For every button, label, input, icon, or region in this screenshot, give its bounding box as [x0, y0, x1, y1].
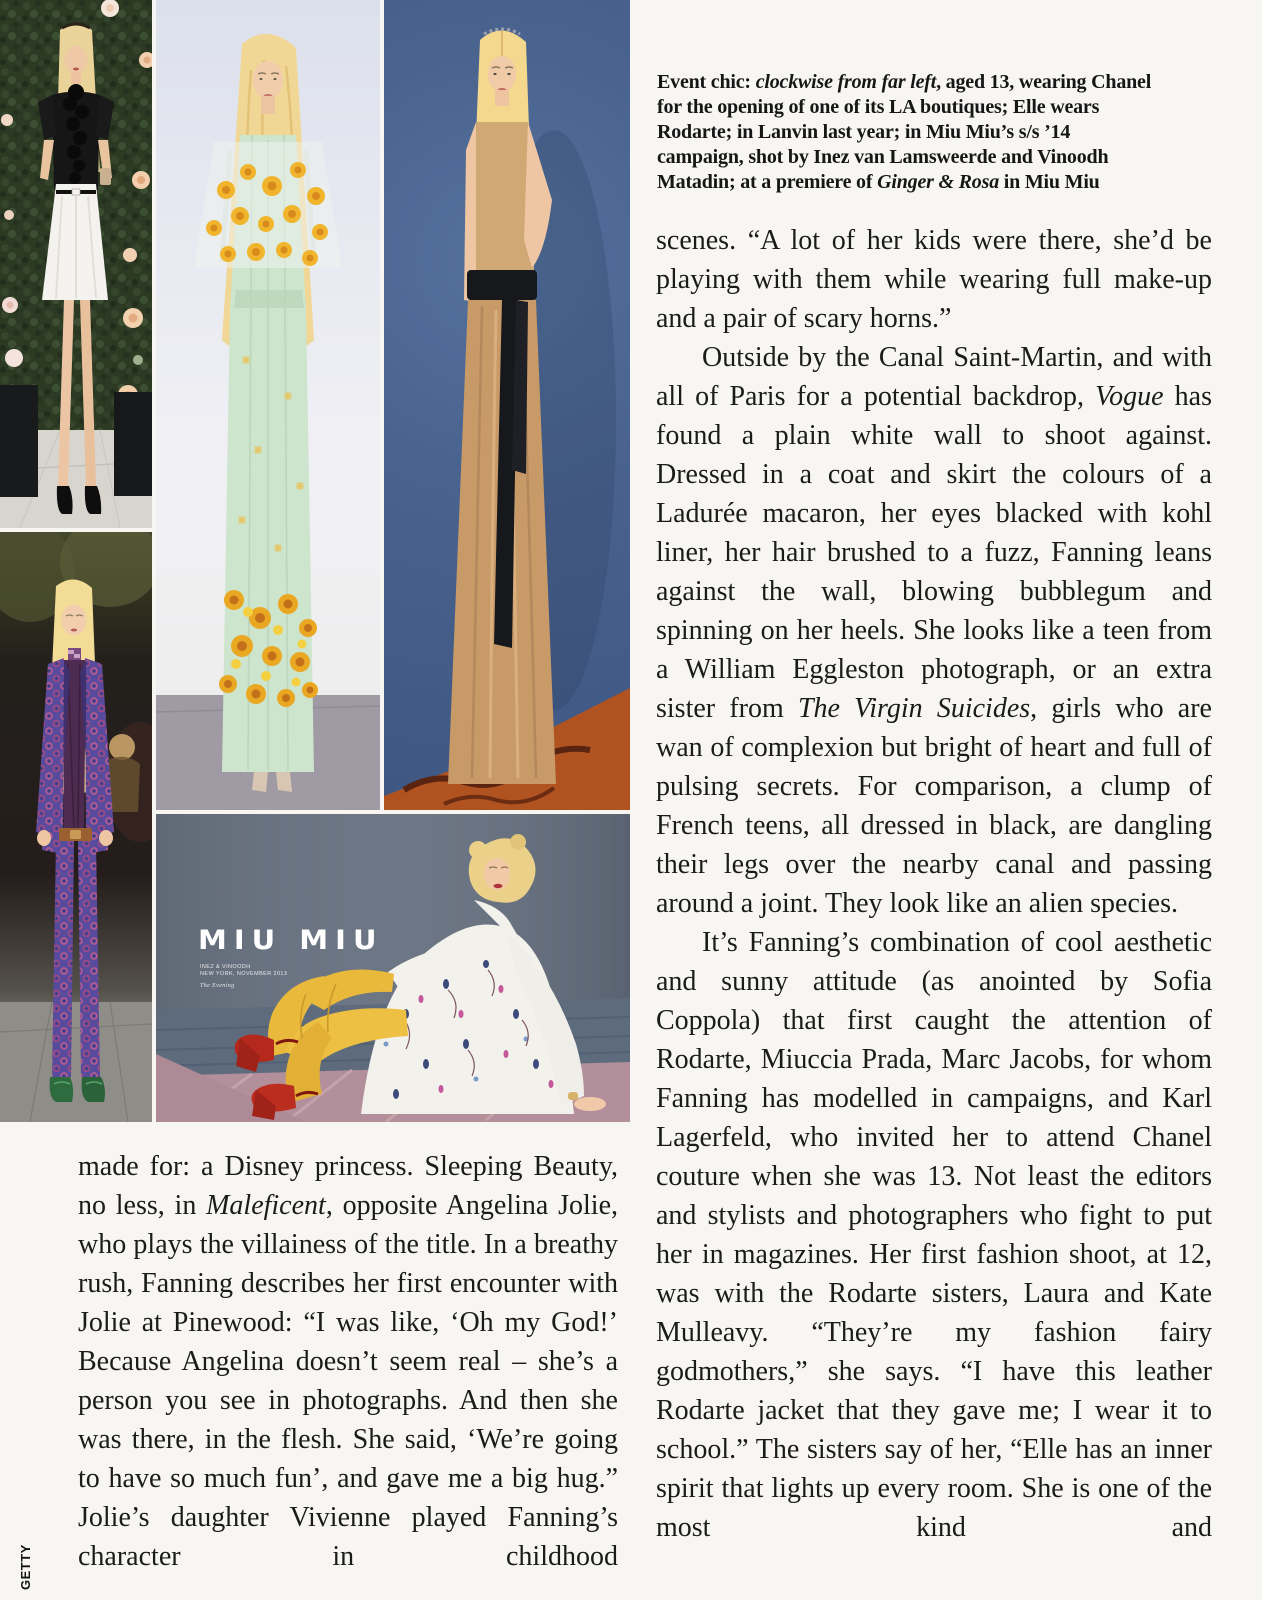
photo-lanvin-gown [384, 0, 630, 810]
body-column-left: made for: a Disney princess. Sleeping Beauty, no less, in Maleficent, opposite Angelina Jolie, who plays the villainess of the title. In a breathy rush, Fanning describes her first encounter with Jolie at Pinewood: “I was like, ‘Oh my God!’ Because Angelina doesn’t seem real – she’s a person you see in photographs. And then she was there, in the flesh. She said, ‘We’re going to have so much fun’, and gave me a big hug.” Jolie’s daughter Vivienne played Fanning’s character in childhood [78, 1151, 618, 1572]
photo-credit-getty: GETTY [18, 1544, 33, 1590]
lanvin-photo-illustration [384, 0, 630, 810]
chanel-photo-illustration [0, 0, 152, 528]
body-column-right: scenes. “A lot of her kids were there, she’d be playing with them while wearing full make-up and a pair of scary horns.” Outside by the Canal Saint-Martin, and with all of Paris for a potential backdrop, Vogue has found a plain white wall to shoot against. Dressed in a coat and skirt the colours of a Ladurée macaron, her eyes blacked with kohl liner, her hair brushed to a fuzz, Fanning leans against the wall, blowing bubblegum and spinning on her heels. She looks like a teen from a William Eggleston photograph, or an extra sister from The Virgin Suicides, girls who are wan of complexion but bright of heart and full of pulsing secrets. For comparison, a clump of French teens, all dressed in black, are dangling their legs over the nearby canal and passing around a joint. They look like an alien species. It’s Fanning’s combination of cool aesthetic and sunny attitude (as anointed by Sofia Coppola) that first caught the attention of Rodarte, Miuccia Prada, Marc Jacobs, for whom Fanning has modelled in campaigns, and Karl Lagerfeld, who invited her to attend Chanel couture when she was 13. Not least the editors and stylists and photographers who fight to put her in magazines. Her first fashion shoot, at 12, was with the Rodarte sisters, Laura and Kate Mulleavy. “They’re my fashion fairy godmothers,” she says. “I have this leather Rodarte jacket that they gave me; I wear it to school.” The sisters say of her, “Elle has an inner spirit that lights up every room. She is one of the most kind and [656, 225, 1212, 1543]
rodarte-photo-illustration [156, 0, 380, 810]
miu-credit-location: NEW YORK, NOVEMBER 2013 [200, 971, 288, 977]
miu-miu-ad-credits [200, 964, 287, 990]
photo-purple-miu-miu-suit [0, 532, 152, 1122]
miu-credit-photographers: INEZ & VINOODH [200, 964, 251, 970]
photo-miu-miu-campaign [156, 814, 630, 1122]
figure-mint-floral-gown [194, 34, 342, 792]
purple-suit-illustration [0, 532, 152, 1122]
miu-miu-logo: MIU MIU [198, 924, 384, 956]
photo-chanel-la-boutique [0, 0, 152, 528]
photo-rodarte-gown [156, 0, 380, 810]
photo-caption: Event chic: clockwise from far left, aged 13, wearing Chanel for the opening of one of its LA boutiques; Elle wears Rodarte; in Lanvin last year; in Miu Miu’s s/s ’14 campaign, shot by Inez van Lamsweerde and Vinoodh Matadin; at a premiere of Ginger & Rosa in Miu Miu [657, 71, 1152, 193]
miu-credit-title: The Evening [200, 983, 235, 989]
